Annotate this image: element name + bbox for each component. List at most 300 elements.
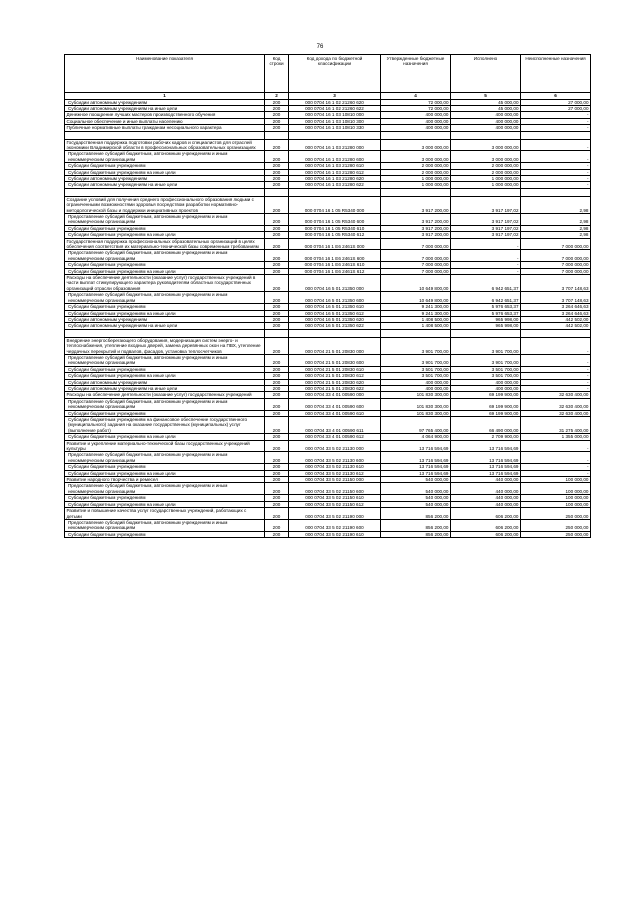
table-cell-executed: 400 000,00 (451, 385, 521, 391)
table-cell-name: Расходы на обеспечение деятельности (оказание услуг) государственных учреждений в части выплат стимулирующего характера руководителям областных государственных организаций отрасли образования (65, 275, 265, 292)
table-cell-approved: 101 830 300,00 (381, 398, 451, 410)
table-cell-name: Субсидии бюджетным учреждениям (65, 464, 265, 470)
table-cell-unexecuted: 3 264 646,63 (521, 304, 591, 310)
table-row (65, 417, 591, 434)
table-row (65, 163, 591, 169)
table-cell-unexecuted: 7 000 000,00 (521, 268, 591, 274)
table-cell-code: 200 (265, 379, 289, 385)
table-cell-unexecuted: 2,98 (521, 214, 591, 226)
table-cell-approved: 9 241 300,00 (381, 310, 451, 316)
table-cell-code: 200 (265, 392, 289, 398)
spacer-cell (289, 188, 381, 196)
table-cell-unexecuted: 3 707 148,63 (521, 275, 591, 292)
table-cell-unexecuted: - (521, 182, 591, 188)
table-cell-kbk: 000 0704 33 4 01 00590 612 (289, 434, 381, 440)
spacer-cell (65, 329, 265, 337)
table-cell-kbk: 000 0704 33 5 02 21150 600 (289, 483, 381, 495)
table-row (65, 125, 591, 131)
table-cell-name: Субсидии автономным учреждениям (65, 379, 265, 385)
table-cell-approved: 7 000 000,00 (381, 262, 451, 268)
table-row (65, 366, 591, 372)
table-cell-name: Субсидии бюджетным учреждениям (65, 531, 265, 537)
table-cell-executed: 13 716 594,69 (451, 452, 521, 464)
table-cell-executed: 13 716 594,69 (451, 440, 521, 452)
table-cell-approved: 101 830 300,00 (381, 392, 451, 398)
table-row (65, 238, 591, 250)
spacer-cell (381, 131, 451, 139)
table-cell-approved: 13 716 594,69 (381, 440, 451, 452)
table-cell-code: 200 (265, 118, 289, 124)
table-cell-executed: 3 901 700,00 (451, 337, 521, 354)
table-cell-approved: 856 200,00 (381, 508, 451, 520)
table-cell-kbk: 000 0704 33 5 02 21130 610 (289, 464, 381, 470)
table-cell-approved: 3 501 700,00 (381, 373, 451, 379)
table-cell-kbk: 000 0704 21 5 01 20830 600 (289, 354, 381, 366)
table-cell-code: 200 (265, 417, 289, 434)
table-cell-kbk: 000 0704 33 5 02 21190 610 (289, 531, 381, 537)
table-cell-unexecuted: 442 502,00 (521, 323, 591, 329)
table-cell-approved: 3 917 200,00 (381, 196, 451, 213)
table-cell-executed: 440 000,00 (451, 495, 521, 501)
table-cell-executed: 440 000,00 (451, 483, 521, 495)
table-cell-executed: 45 000,00 (451, 105, 521, 111)
table-cell-unexecuted: 250 000,00 (521, 531, 591, 537)
spacer-cell (265, 329, 289, 337)
table-cell-executed: 5 976 653,37 (451, 310, 521, 316)
table-cell-kbk: 000 0704 16 1 03 10810 000 (289, 112, 381, 118)
table-cell-kbk: 000 0704 16 1 03 21280 610 (289, 163, 381, 169)
table-cell-approved: 540 000,00 (381, 483, 451, 495)
table-cell-approved: 3 000 000,00 (381, 151, 451, 163)
table-cell-name: Субсидии автономным учреждениям на иные цели (65, 323, 265, 329)
table-cell-code: 200 (265, 483, 289, 495)
table-cell-executed: 3 917 197,02 (451, 214, 521, 226)
table-cell-unexecuted: - (521, 112, 591, 118)
spacer-cell (521, 188, 591, 196)
table-row (65, 316, 591, 322)
table-row (65, 182, 591, 188)
table-cell-approved: 3 901 700,00 (381, 354, 451, 366)
table-cell-approved: 856 200,00 (381, 519, 451, 531)
table-cell-code: 200 (265, 99, 289, 105)
table-cell-kbk: 000 0704 16 1 02 21260 622 (289, 105, 381, 111)
table-row (65, 410, 591, 416)
table-cell-code: 200 (265, 139, 289, 151)
table-cell-kbk: 000 0704 16 5 01 21350 612 (289, 310, 381, 316)
page-number: 76 (316, 44, 324, 50)
table-row (65, 519, 591, 531)
table-row (65, 440, 591, 452)
table-cell-code: 200 (265, 163, 289, 169)
table-cell-name: Расходы на обеспечение деятельности (оказание услуг) государственных учреждений (65, 392, 265, 398)
table-cell-code: 200 (265, 125, 289, 131)
table-cell-approved: 400 000,00 (381, 118, 451, 124)
table-cell-code: 200 (265, 410, 289, 416)
table-cell-code: 200 (265, 477, 289, 483)
table-row (65, 434, 591, 440)
table-cell-code: 200 (265, 169, 289, 175)
spacer-row (65, 131, 591, 139)
table-cell-code: 200 (265, 452, 289, 464)
table-cell-code: 200 (265, 495, 289, 501)
table-cell-code: 200 (265, 501, 289, 507)
table-cell-kbk: 000 0704 33 5 02 21150 610 (289, 495, 381, 501)
table-cell-executed: 13 716 594,69 (451, 464, 521, 470)
table-cell-code: 200 (265, 175, 289, 181)
table-cell-unexecuted: 100 000,00 (521, 501, 591, 507)
table-cell-approved: 2 000 000,00 (381, 169, 451, 175)
table-cell-kbk: 000 0704 16 1 03 21280 622 (289, 182, 381, 188)
spacer-row (65, 329, 591, 337)
table-cell-executed: 440 000,00 (451, 477, 521, 483)
table-cell-kbk: 000 0704 16 1 03 10810 330 (289, 125, 381, 131)
table-cell-unexecuted: 100 000,00 (521, 483, 591, 495)
table-cell-code: 200 (265, 225, 289, 231)
table-cell-code: 200 (265, 366, 289, 372)
table-cell-kbk: 000 0704 33 5 02 21190 600 (289, 519, 381, 531)
table-cell-name: Предоставление субсидий бюджетным, автономным учреждениям и иным некоммерческим организациям (65, 398, 265, 410)
table-cell-kbk: 000 0704 16 1 E6 2461S 000 (289, 238, 381, 250)
table-cell-approved: 2 000 000,00 (381, 163, 451, 169)
table-cell-executed: 606 200,00 (451, 519, 521, 531)
table-cell-executed: 400 000,00 (451, 379, 521, 385)
table-cell-unexecuted: - (521, 379, 591, 385)
table-cell-code: 200 (265, 214, 289, 226)
spacer-row (65, 188, 591, 196)
table-cell-code: 200 (265, 470, 289, 476)
table-cell-code: 200 (265, 292, 289, 304)
table-cell-unexecuted: 27 000,00 (521, 105, 591, 111)
table-row (65, 196, 591, 213)
table-cell-name: Субсидии бюджетным учреждениям (65, 366, 265, 372)
spacer-cell (451, 131, 521, 139)
table-cell-kbk: 000 0704 33 4 01 00590 611 (289, 417, 381, 434)
table-row (65, 379, 591, 385)
table-cell-name: Предоставление субсидий бюджетным, автономным учреждениям и иным некоммерческим организациям (65, 483, 265, 495)
table-cell-unexecuted: 32 630 400,00 (521, 392, 591, 398)
header-unexecuted: Неисполненные назначения (521, 55, 591, 93)
spacer-cell (521, 131, 591, 139)
table-cell-executed: 400 000,00 (451, 112, 521, 118)
table-cell-unexecuted: 27 000,00 (521, 99, 591, 105)
table-cell-unexecuted: 32 630 400,00 (521, 398, 591, 410)
table-cell-name: Субсидии бюджетным учреждениям на финансовое обеспечение государственного (муниципального) задания на оказание государственных (муниципальных) услуг (выполнение работ) (65, 417, 265, 434)
spacer-cell (65, 131, 265, 139)
table-cell-name: Субсидии бюджетным учреждениям на иные цели (65, 169, 265, 175)
col-number: 5 (451, 93, 521, 100)
table-cell-code: 200 (265, 398, 289, 410)
table-row (65, 470, 591, 476)
table-row (65, 354, 591, 366)
table-row (65, 508, 591, 520)
table-cell-name: Субсидии бюджетным учреждениям на иные цели (65, 470, 265, 476)
table-cell-unexecuted: - (521, 470, 591, 476)
table-row (65, 112, 591, 118)
table-cell-approved: 3 501 700,00 (381, 366, 451, 372)
spacer-cell (521, 329, 591, 337)
table-row (65, 337, 591, 354)
table-cell-unexecuted: 100 000,00 (521, 495, 591, 501)
table-cell-code: 200 (265, 105, 289, 111)
table-cell-executed: 3 917 197,02 (451, 232, 521, 238)
table-cell-unexecuted: - (521, 169, 591, 175)
table-row (65, 385, 591, 391)
table-cell-approved: 3 917 200,00 (381, 214, 451, 226)
table-cell-kbk: 000 0704 16 5 01 21350 622 (289, 323, 381, 329)
table-cell-name: Субсидии бюджетным учреждениям на иные цели (65, 501, 265, 507)
table-cell-code: 200 (265, 262, 289, 268)
table-cell-unexecuted: - (521, 464, 591, 470)
table-row (65, 310, 591, 316)
table-cell-kbk: 000 0704 16 5 01 21350 610 (289, 304, 381, 310)
table-cell-kbk: 000 0704 33 4 01 00590 600 (289, 398, 381, 410)
table-cell-name: Субсидии бюджетным учреждениям на иные цели (65, 310, 265, 316)
table-cell-name: Субсидии автономным учреждениям на иные цели (65, 105, 265, 111)
table-cell-code: 200 (265, 304, 289, 310)
table-cell-unexecuted: 7 000 000,00 (521, 250, 591, 262)
table-cell-executed: 13 716 594,69 (451, 470, 521, 476)
table-cell-unexecuted: - (521, 337, 591, 354)
table-cell-executed: - (451, 268, 521, 274)
table-cell-name: Создание условий для получения среднего профессионального образования людьми с ограниченными возможностями здоровья посредством разработки нормативно-методологической базы и поддержки инициативных проектов (65, 196, 265, 213)
table-row (65, 175, 591, 181)
header-approved: Утвержденные бюджетные назначения (381, 55, 451, 93)
header-name: Наименование показателя (65, 55, 265, 93)
table-cell-approved: 1 000 000,00 (381, 175, 451, 181)
table-cell-name: Субсидии бюджетным учреждениям (65, 163, 265, 169)
table-cell-executed: 965 998,00 (451, 323, 521, 329)
table-row (65, 169, 591, 175)
table-cell-kbk: 000 0704 33 5 02 21130 612 (289, 470, 381, 476)
table-cell-kbk: 000 0704 33 4 01 00590 610 (289, 410, 381, 416)
table-cell-name: Субсидии бюджетным учреждениям на иные цели (65, 268, 265, 274)
table-cell-code: 200 (265, 385, 289, 391)
table-cell-kbk: 000 0704 16 1 03 21280 612 (289, 169, 381, 175)
table-cell-approved: 856 200,00 (381, 531, 451, 537)
table-cell-approved: 3 000 000,00 (381, 139, 451, 151)
table-cell-kbk: 000 0704 16 5 01 21350 600 (289, 292, 381, 304)
table-cell-kbk: 000 0704 33 5 02 21150 000 (289, 477, 381, 483)
table-cell-name: Субсидии бюджетным учреждениям (65, 262, 265, 268)
table-cell-name: Денежное поощрение лучших мастеров производственного обучения (65, 112, 265, 118)
table-cell-code: 200 (265, 232, 289, 238)
table-cell-approved: 1 000 000,00 (381, 182, 451, 188)
table-row (65, 304, 591, 310)
table-row (65, 225, 591, 231)
table-cell-name: Публичные нормативные выплаты гражданам несоциального характера (65, 125, 265, 131)
budget-table (64, 54, 591, 538)
table-cell-executed: 2 000 000,00 (451, 169, 521, 175)
table-cell-name: Субсидии бюджетным учреждениям на иные цели (65, 434, 265, 440)
table-cell-executed: 3 901 700,00 (451, 354, 521, 366)
table-cell-unexecuted: - (521, 125, 591, 131)
table-cell-name: Субсидии бюджетным учреждениям (65, 495, 265, 501)
spacer-cell (289, 329, 381, 337)
table-cell-code: 200 (265, 316, 289, 322)
col-number: 6 (521, 93, 591, 100)
table-row (65, 275, 591, 292)
table-cell-executed: 1 000 000,00 (451, 182, 521, 188)
table-cell-name: Субсидии автономным учреждениям на иные цели (65, 385, 265, 391)
table-row (65, 531, 591, 537)
table-cell-kbk: 000 0704 16 1 05 R5340 000 (289, 196, 381, 213)
table-row (65, 483, 591, 495)
table-cell-approved: 13 716 594,69 (381, 464, 451, 470)
table-cell-kbk: 000 0704 16 1 E6 2461S 612 (289, 268, 381, 274)
table-cell-unexecuted: 3 707 148,63 (521, 292, 591, 304)
table-cell-kbk: 000 0704 16 1 03 21280 600 (289, 151, 381, 163)
table-cell-name: Предоставление субсидий бюджетным, автономным учреждениям и иным некоммерческим организациям (65, 452, 265, 464)
table-cell-approved: 7 000 000,00 (381, 250, 451, 262)
table-cell-executed: 400 000,00 (451, 118, 521, 124)
table-cell-executed: - (451, 250, 521, 262)
table-cell-name: Социальное обеспечение и иные выплаты населению (65, 118, 265, 124)
spacer-cell (381, 329, 451, 337)
table-cell-approved: 72 000,00 (381, 105, 451, 111)
table-cell-unexecuted: 250 000,00 (521, 519, 591, 531)
table-cell-executed: 3 501 700,00 (451, 373, 521, 379)
table-cell-name: Предоставление субсидий бюджетным, автономным учреждениям и иным некоммерческим организациям (65, 292, 265, 304)
table-cell-executed: 45 000,00 (451, 99, 521, 105)
header-executed: Исполнено (451, 55, 521, 93)
table-cell-approved: 10 649 800,00 (381, 275, 451, 292)
table-cell-approved: 540 000,00 (381, 477, 451, 483)
table-cell-kbk: 000 0704 16 1 03 21280 000 (289, 139, 381, 151)
table-header-row (65, 55, 591, 93)
table-cell-kbk: 000 0704 33 5 02 21150 612 (289, 501, 381, 507)
table-cell-unexecuted: 3 264 646,63 (521, 310, 591, 316)
table-cell-code: 200 (265, 310, 289, 316)
table-cell-unexecuted: 2,98 (521, 196, 591, 213)
table-cell-approved: 72 000,00 (381, 99, 451, 105)
table-cell-executed: 69 199 900,00 (451, 392, 521, 398)
table-cell-executed: 69 199 900,00 (451, 398, 521, 410)
table-cell-name: Субсидии бюджетным учреждениям на иные цели (65, 232, 265, 238)
table-cell-unexecuted: - (521, 163, 591, 169)
table-cell-code: 200 (265, 250, 289, 262)
table-cell-unexecuted: - (521, 151, 591, 163)
table-cell-kbk: 000 0704 21 5 01 20830 000 (289, 337, 381, 354)
table-cell-name: Развитие народного творчества и ремесел (65, 477, 265, 483)
table-row (65, 118, 591, 124)
table-cell-approved: 3 901 700,00 (381, 337, 451, 354)
table-cell-unexecuted: - (521, 175, 591, 181)
table-row (65, 250, 591, 262)
table-cell-name: Субсидии автономным учреждениям (65, 175, 265, 181)
table-cell-executed: - (451, 238, 521, 250)
table-cell-code: 200 (265, 196, 289, 213)
table-cell-name: Предоставление субсидий бюджетным, автономным учреждениям и иным некоммерческим организациям (65, 354, 265, 366)
header-kbk: Код дохода по бюджетной классификации (289, 55, 381, 93)
table-cell-name: Государственная поддержка профессиональных образовательных организаций в целях обеспечения соответствия их материально-технической базы современным требованиям (65, 238, 265, 250)
table-cell-approved: 13 716 594,69 (381, 452, 451, 464)
table-cell-approved: 540 000,00 (381, 501, 451, 507)
table-cell-code: 200 (265, 434, 289, 440)
spacer-cell (65, 188, 265, 196)
table-row (65, 323, 591, 329)
spacer-cell (289, 131, 381, 139)
table-cell-kbk: 000 0704 16 1 05 R5340 610 (289, 225, 381, 231)
table-cell-kbk: 000 0704 33 4 01 00590 000 (289, 392, 381, 398)
table-cell-unexecuted: 31 275 400,00 (521, 417, 591, 434)
table-cell-unexecuted: 7 000 000,00 (521, 262, 591, 268)
table-cell-approved: 540 000,00 (381, 495, 451, 501)
table-cell-approved: 400 000,00 (381, 112, 451, 118)
table-cell-name: Субсидии бюджетным учреждениям на иные цели (65, 373, 265, 379)
table-cell-unexecuted: - (521, 452, 591, 464)
table-cell-unexecuted: 2,98 (521, 232, 591, 238)
table-row (65, 214, 591, 226)
table-cell-unexecuted: - (521, 373, 591, 379)
spacer-cell (451, 329, 521, 337)
table-body (65, 99, 591, 538)
col-number: 1 (65, 93, 265, 100)
table-cell-approved: 3 917 200,00 (381, 232, 451, 238)
table-cell-executed: 3 917 197,02 (451, 196, 521, 213)
table-cell-kbk: 000 0704 16 1 03 10810 300 (289, 118, 381, 124)
table-row (65, 232, 591, 238)
table-cell-code: 200 (265, 373, 289, 379)
col-number: 3 (289, 93, 381, 100)
col-number: 2 (265, 93, 289, 100)
table-row (65, 99, 591, 105)
table-cell-kbk: 000 0704 21 5 01 20830 620 (289, 379, 381, 385)
table-row (65, 373, 591, 379)
table-cell-name: Субсидии автономным учреждениям (65, 99, 265, 105)
table-row (65, 398, 591, 410)
table-row (65, 464, 591, 470)
table-row (65, 501, 591, 507)
table-cell-unexecuted: - (521, 440, 591, 452)
table-cell-approved: 7 000 000,00 (381, 268, 451, 274)
table-cell-name: Государственная поддержка подготовки рабочих кадров и специалистов для отраслей экономики Владимирской области в профессиональных образовательных организациях (65, 139, 265, 151)
table-cell-code: 200 (265, 238, 289, 250)
table-cell-kbk: 000 0704 21 5 01 20830 622 (289, 385, 381, 391)
table-row (65, 452, 591, 464)
table-cell-approved: 13 716 594,69 (381, 470, 451, 476)
table-cell-kbk: 000 0704 33 5 02 21130 600 (289, 452, 381, 464)
table-cell-approved: 3 917 200,00 (381, 225, 451, 231)
table-cell-unexecuted: 250 000,00 (521, 508, 591, 520)
table-cell-kbk: 000 0704 16 5 01 21350 000 (289, 275, 381, 292)
table-cell-executed: 69 199 900,00 (451, 410, 521, 416)
table-cell-unexecuted: 7 000 000,00 (521, 238, 591, 250)
table-cell-unexecuted: 32 630 400,00 (521, 410, 591, 416)
table-cell-kbk: 000 0704 16 1 E6 2461S 600 (289, 250, 381, 262)
table-cell-code: 200 (265, 112, 289, 118)
table-row (65, 151, 591, 163)
table-cell-name: Развитие и укрепление материально-технической базы государственных учреждений культуры (65, 440, 265, 452)
table-cell-unexecuted: - (521, 118, 591, 124)
table-cell-approved: 10 649 800,00 (381, 292, 451, 304)
table-cell-code: 200 (265, 440, 289, 452)
table-cell-executed: 5 976 653,37 (451, 304, 521, 310)
table-cell-executed: 606 200,00 (451, 531, 521, 537)
table-cell-name: Субсидии автономным учреждениям на иные цели (65, 182, 265, 188)
table-cell-approved: 400 000,00 (381, 379, 451, 385)
table-cell-executed: 66 490 000,00 (451, 417, 521, 434)
table-cell-name: Предоставление субсидий бюджетным, автономным учреждениям и иным некоммерческим организациям (65, 214, 265, 226)
table-cell-code: 200 (265, 337, 289, 354)
table-row (65, 105, 591, 111)
table-cell-name: Внедрение энергосберегающего оборудования, модернизация систем энерго- и теплоснабжения, утепление входных дверей, замена деревянных окон на ПВХ, утепление чердачных перекрытий и подвалов, фасадов, установка теплосчетчиков (65, 337, 265, 354)
table-cell-approved: 97 765 400,00 (381, 417, 451, 434)
table-cell-executed: 965 998,00 (451, 316, 521, 322)
table-cell-approved: 400 000,00 (381, 125, 451, 131)
header-code: Код строки (265, 55, 289, 93)
table-cell-approved: 7 000 000,00 (381, 238, 451, 250)
table-cell-executed: - (451, 262, 521, 268)
